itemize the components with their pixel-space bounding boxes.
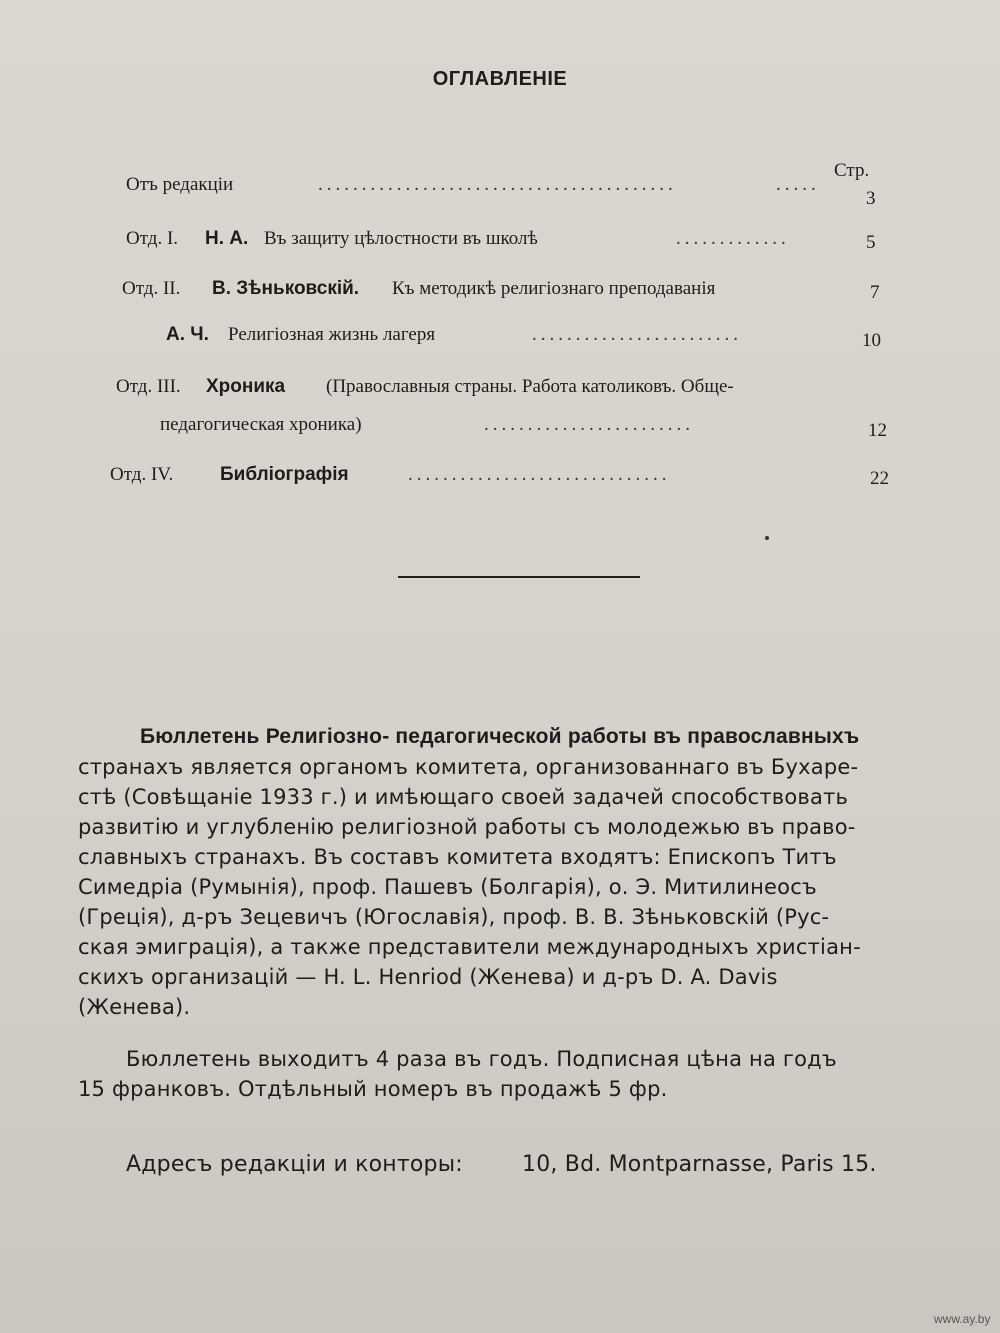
toc-entry-page: 7	[870, 282, 880, 303]
paragraph-line: скихъ организацiй — H. L. Henriod (Женева) и д-ръ D. A. Davis	[78, 965, 778, 989]
paragraph-line: ская эмиграцiя), а также представители международныхъ христiан-	[78, 935, 861, 959]
toc-entry-page: 12	[868, 420, 887, 441]
toc-entry-title: Въ защиту цѣлостности въ школѣ	[264, 228, 538, 249]
toc-entry-prefix: Отд. I.	[126, 228, 179, 249]
address-value: 10, Bd. Montparnasse, Paris 15.	[522, 1152, 877, 1177]
ink-speck	[765, 536, 769, 540]
paragraph-line-bold: Бюллетень Религiозно- педагогической работы въ православныхъ	[140, 725, 860, 748]
toc-entry-title: (Православныя страны. Работа католиковъ. Обще-	[326, 376, 734, 397]
toc-entry-prefix: Отд. III.	[116, 376, 181, 397]
paragraph-line: Бюллетень выходитъ 4 раза въ годъ. Подписная цѣна на годъ	[126, 1047, 837, 1071]
toc-entry-title: Религiозная жизнь лагеря	[228, 324, 436, 345]
paragraph-line: странахъ является органомъ комитета, организованнаго въ Бухаре-	[78, 755, 859, 779]
page-title: ОГЛАВЛЕНIЕ	[432, 68, 568, 90]
toc-entry-page: 5	[866, 232, 876, 253]
toc-entry-author: А. Ч.	[166, 324, 209, 345]
document-page: ОГЛАВЛЕНIЕ Стр. Отъ редакцiи ......................................... ..... 3 Отд. I. Н. А. Въ защиту цѣлостности въ школѣ ............. 5 Отд. II. В. Зѣньковскiй. Къ методикѣ религiознаго преподаванiя 7 А. Ч. Религiозная жизнь лагеря ........................ 10 Отд. III. Хроника (Православныя страны. Работа католиковъ. Обще- педагогическая хроника) ........................ 12 Отд. IV. Библiографiя .............................. 22 Бюллетень Религiозно- педагогической работы въ православныхъ странахъ является органомъ комитета, организованнаго въ Бухаре- стѣ (Совѣщанiе 1933 г.) и имѣющаго своей задачей способствовать развитiю и углубленiю религiозной работы съ молодежью въ право- славныхъ странахъ. Въ составъ комитета входятъ: Епископъ Титъ Симедрiа (Румынiя), проф. Пашевъ (Болгарiя), о. Э. Митилинеосъ (Грецiя), д-ръ Зецевичъ (Югославiя), проф. В. В. Зѣньковскiй (Рус- ская эмиграцiя), а также представители международныхъ христiан- скихъ организацiй — H. L. Henriod (Женева) и д-ръ D. A. Davis (Женева). Бюллетень выходитъ 4 раза въ годъ. Подписная цѣна на годъ 15 франковъ. Отдѣльный номеръ въ продажѣ 5 фр. Адресъ редакцiи и конторы: 10, Bd. Montparnasse, Paris 15. www.ay.by	[0, 0, 1000, 1333]
toc-leader: ..............................	[408, 464, 671, 485]
toc-entry-author: Н. А.	[205, 228, 249, 249]
paragraph-line: развитiю и углубленiю религiозной работы съ молодежью въ право-	[78, 815, 856, 839]
toc-leader: ........................	[532, 324, 742, 345]
toc-leader: ........................	[484, 414, 694, 435]
toc-entry-title-continued: педагогическая хроника)	[160, 414, 362, 435]
toc-entry-prefix: Отд. II.	[122, 278, 181, 299]
toc-entry-page: 10	[862, 330, 881, 351]
toc-entry-author: Библiографiя	[220, 464, 349, 485]
paragraph-line: славныхъ странахъ. Въ составъ комитета входятъ: Епископъ Титъ	[78, 845, 837, 869]
toc-entry-prefix: Отъ редакцiи	[126, 174, 234, 195]
watermark-text: www.ay.by	[934, 1312, 991, 1326]
paragraph-line: 15 франковъ. Отдѣльный номеръ въ продажѣ 5 фр.	[78, 1077, 668, 1101]
toc-entry-page: 3	[866, 188, 876, 209]
toc-leader: .....	[776, 174, 820, 195]
paragraph-line: стѣ (Совѣщанiе 1933 г.) и имѣющаго своей задачей способствовать	[78, 785, 849, 809]
toc-leader: .........................................	[318, 174, 677, 195]
toc-entry-author: Хроника	[206, 376, 286, 397]
subscription-paragraph	[78, 1044, 938, 1104]
paragraph-line: (Грецiя), д-ръ Зецевичъ (Югославiя), проф. В. В. Зѣньковскiй (Рус-	[78, 905, 830, 929]
toc-entry-title: Къ методикѣ религiознаго преподаванiя	[392, 278, 716, 299]
toc-entry-prefix: Отд. IV.	[110, 464, 174, 485]
address-label: Адресъ редакцiи и конторы:	[126, 1152, 463, 1177]
paragraph-line: Симедрiа (Румынiя), проф. Пашевъ (Болгарiя), о. Э. Митилинеосъ	[78, 875, 817, 899]
toc-entry-author: В. Зѣньковскiй.	[212, 278, 360, 299]
paragraph-line: (Женева).	[78, 995, 191, 1019]
toc-leader: .............	[676, 228, 790, 249]
toc-entry-page: 22	[870, 468, 889, 489]
divider-rule	[398, 576, 640, 578]
description-paragraph	[78, 722, 938, 1022]
